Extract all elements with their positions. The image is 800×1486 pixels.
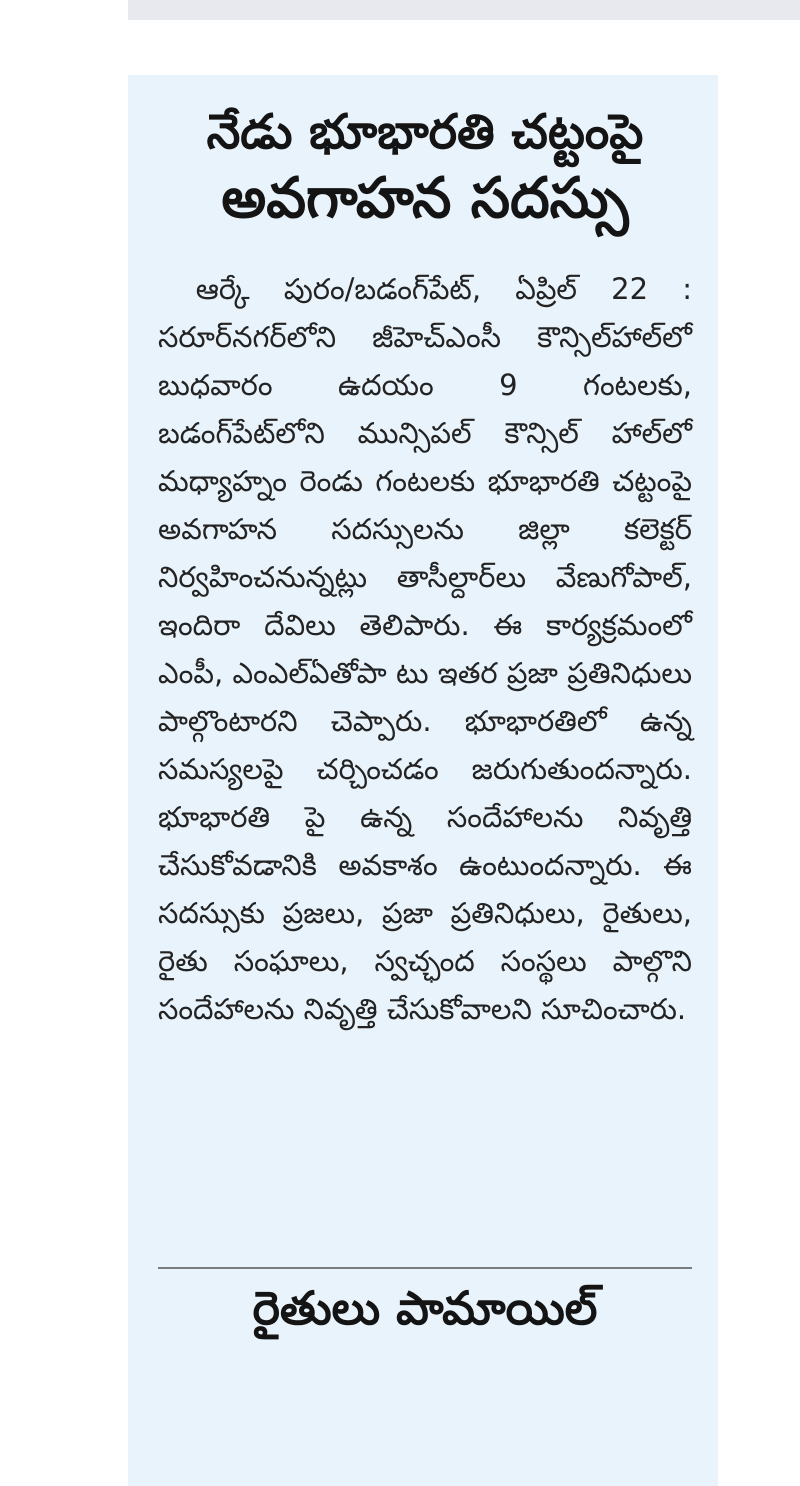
article-headline: [158, 104, 692, 231]
top-gray-strip: [128, 0, 800, 20]
article-divider: [158, 1267, 692, 1269]
headline-line-2: అవగాహన సదస్సు: [221, 165, 629, 231]
news-article: [128, 75, 718, 1486]
adjacent-column-edge: [786, 380, 800, 1480]
article-body: ఆర్కే పురం/బడంగ్‌పేట్, ఏప్రిల్ 22 : సరూర్‌నగర్‌లోని జీహెచ్‌ఎంసీ కౌన్సిల్‌హాల్‌లో బుధవారం ఉదయం 9 గంటలకు, బడంగ్‌పేట్‌లోని మున్సిపల్ కౌన్సిల్ హాల్‌లో మధ్యాహ్నం రెండు గంటలకు భూభారతి చట్టంపై అవగాహన సదస్సులను జిల్లా కలెక్టర్ నిర్వహించనున్నట్లు తాసీల్దార్‌లు వేణుగోపాల్, ఇందిరా దేవిలు తెలిపారు. ఈ కార్యక్రమంలో ఎంపీ, ఎంఎల్ఏతోపా టు ఇతర ప్రజా ప్రతినిధులు పాల్గొంటారని చెప్పారు. భూభారతిలో ఉన్న సమస్యలపై చర్చించడం జరుగుతుందన్నారు. భూభారతి పై ఉన్న సందేహాలను నివృత్తి చేసుకోవడానికి అవకాశం ఉంటుందన్నారు. ఈ సదస్సుకు ప్రజలు, ప్రజా ప్రతినిధులు, రైతులు, రైతు సంఘాలు, స్వచ్ఛంద సంస్థలు పాల్గొని సందేహాలను నివృత్తి చేసుకోవాలని సూచించారు.: [158, 272, 692, 1027]
next-article-headline: రైతులు పామాయిల్: [252, 1281, 598, 1335]
headline-line-1: నేడు భూభారతి చట్టంపై: [206, 104, 644, 160]
adjacent-column-fragment: [786, 380, 800, 428]
